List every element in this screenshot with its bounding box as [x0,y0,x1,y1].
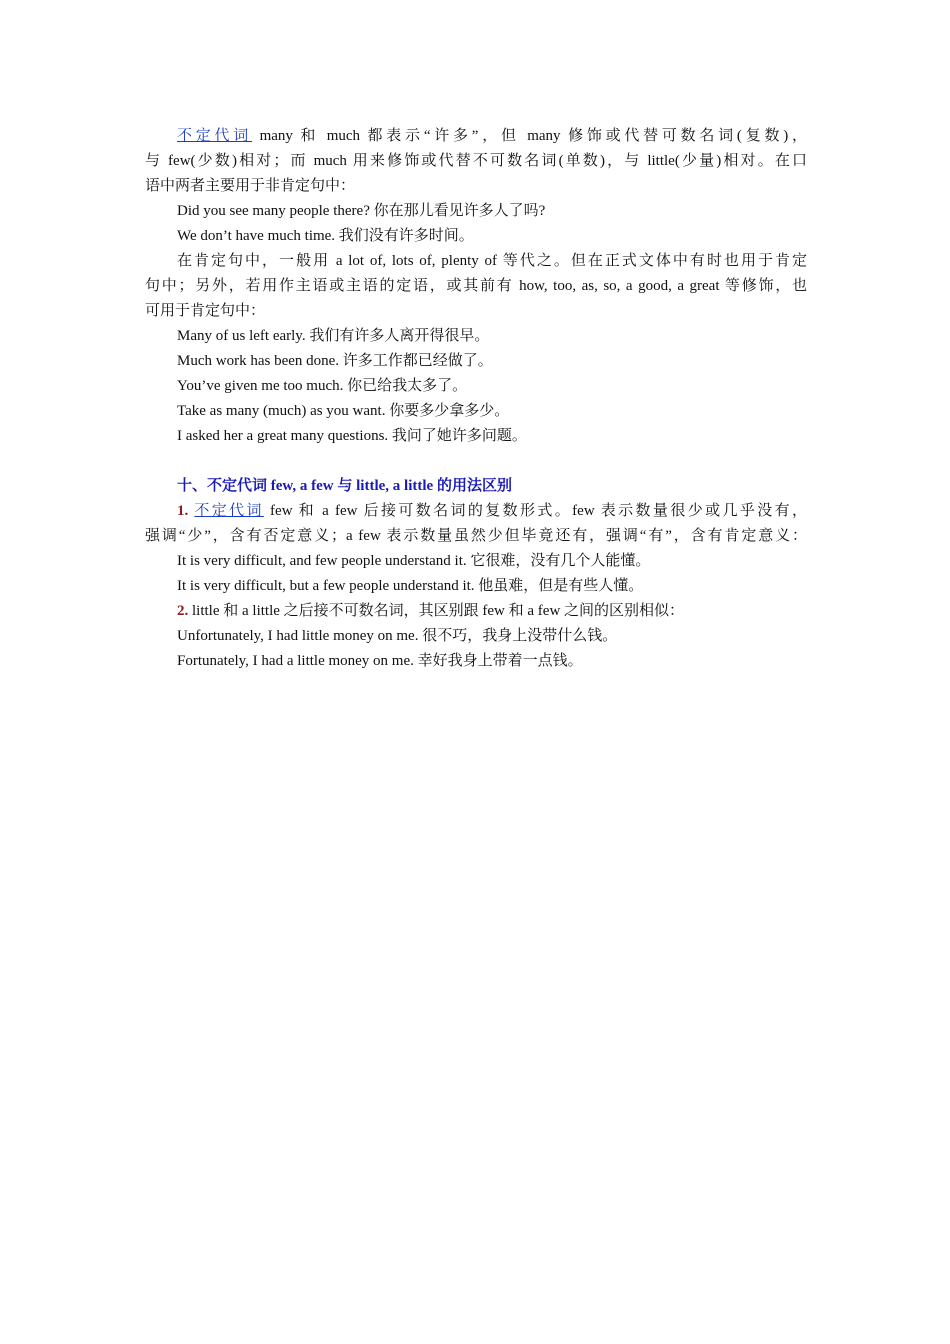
example-sentence: Fortunately, I had a little money on me. 幸好我身上带着一点钱。 [177,653,583,669]
document-page [145,124,807,674]
example-sentence: Unfortunately, I had little money on me. 很不巧，我身上没带什么钱。 [177,628,618,644]
example-sentence: It is very difficult, but a few people understand it. 他虽难，但是有些人懂。 [177,578,644,594]
point-1-text: few 和 a few 后接可数名词的复数形式。few 表示数量很少或几乎没有， [263,503,807,519]
example-sentence: Much work has been done. 许多工作都已经做了。 [177,353,493,369]
section-spacer [145,449,807,474]
point-1-line-2: 强调“少”，含有否定意义；a few 表示数量虽然少但毕竟还有，强调“有”，含有肯定意义： [145,528,807,544]
example-sentence: You’ve given me too much. 你已给我太多了。 [177,378,468,394]
affirmative-paragraph-line-2: 句中；另外，若用作主语或主语的定语，或其前有 how, too, as, so, a good, a great 等修饰，也 [145,278,807,294]
section-heading: 十、不定代词 few, a few 与 little, a little 的用法区别 [177,478,512,494]
point-2-line [145,599,807,624]
example-sentence: Did you see many people there? 你在那儿看见许多人了吗? [177,203,546,219]
affirmative-paragraph-line-1: 在肯定句中，一般用 a lot of, lots of, plenty of 等代之。但在正式文体中有时也用于肯定 [177,253,807,269]
example-sentence: Many of us left early. 我们有许多人离开得很早。 [177,328,490,344]
intro-paragraph-line-1 [145,124,807,149]
indefinite-pronoun-link[interactable]: 不定代词 [177,128,253,144]
example-sentence: Take as many (much) as you want. 你要多少拿多少。 [177,403,510,419]
point-2-text: little 和 a little 之后接不可数名词，其区别跟 few 和 a few 之间的区别相似： [188,603,685,619]
affirmative-paragraph-line-3: 可用于肯定句中： [145,303,266,319]
intro-text: many 和 much 都表示“许多”，但 many 修饰或代替可数名词(复数)， [252,128,807,144]
example-sentence: I asked her a great many questions. 我问了她许多问题。 [177,428,527,444]
example-sentence: We don’t have much time. 我们没有许多时间。 [177,228,474,244]
point-number: 2. [177,603,189,619]
example-sentence: It is very difficult, and few people understand it. 它很难，没有几个人能懂。 [177,553,651,569]
intro-paragraph-line-2: 与 few(少数)相对；而 much 用来修饰或代替不可数名词(单数)，与 little(少量)相对。在口 [145,153,807,169]
point-number: 1. [177,503,189,519]
indefinite-pronoun-link[interactable]: 不定代词 [194,503,264,519]
point-1-line-1 [145,499,807,524]
intro-paragraph-line-3: 语中两者主要用于非肯定句中： [145,178,356,194]
